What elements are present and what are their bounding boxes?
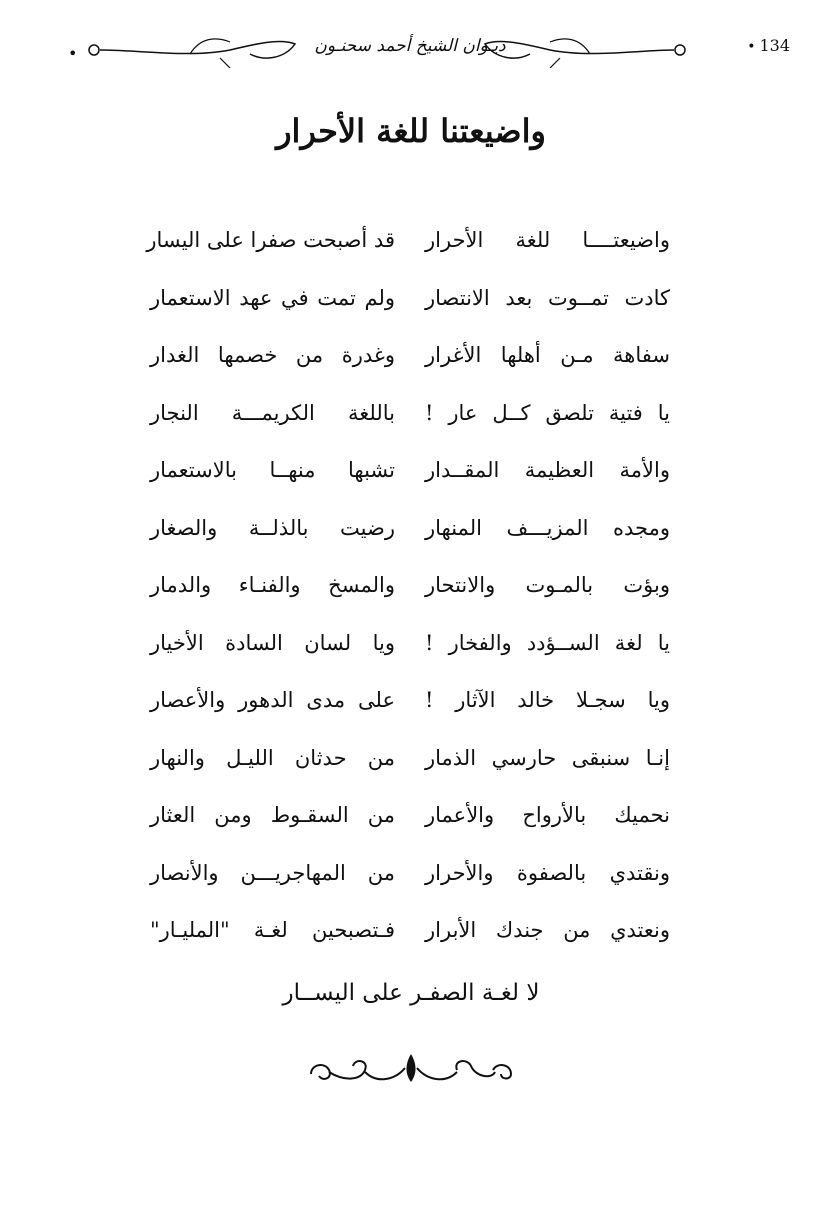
verse-second-hemistich: باللغة الكريمـــة النجار <box>150 400 395 425</box>
verse-second-hemistich: من السقـوط ومن العثار <box>150 803 395 827</box>
verse-first-hemistich: ونعتدي من جندك الأبرار <box>425 918 670 942</box>
poem-verses <box>146 218 670 966</box>
end-ornament-icon <box>305 1050 517 1092</box>
poem-title: واضيعتنا للغة الأحرار <box>276 112 546 150</box>
verse-row <box>150 678 670 736</box>
verse-row <box>150 448 670 506</box>
verse-second-hemistich: ويا لسان السادة الأخيار <box>150 630 395 655</box>
verse-first-hemistich: واضيعتــــا للغة الأحرار <box>425 228 670 252</box>
verse-second-hemistich: من المهاجريـــن والأنصار <box>150 860 395 885</box>
verse-second-hemistich: من حدثان الليـل والنهار <box>150 745 395 770</box>
verse-first-hemistich: يا فتية تلصق كــل عار ! <box>425 400 670 425</box>
closing-line: لا لغـة الصفـر على اليســار <box>282 980 540 1006</box>
verse-row <box>150 276 670 334</box>
verse-row <box>150 391 670 449</box>
verse-second-hemistich: على مدى الدهور والأعصار <box>150 688 395 712</box>
verse-first-hemistich: إنـا سنبقى حارسي الذمار <box>425 745 670 770</box>
page-header <box>60 22 790 70</box>
bullet-dot: • <box>68 44 78 63</box>
verse-first-hemistich: ومجده المزيـــف المنهار <box>425 515 670 540</box>
verse-second-hemistich: تشبها منهــا بالاستعمار <box>150 458 395 482</box>
verse-second-hemistich: وغدرة من خصمها الغدار <box>150 343 395 367</box>
verse-first-hemistich: والأمة العظيمة المقــدار <box>425 458 670 482</box>
book-title: ديـوان الشيخ أحمد سحنـون <box>314 36 506 56</box>
verse-row <box>150 333 670 391</box>
verse-row <box>146 218 670 276</box>
verse-first-hemistich: ونقتدي بالصفوة والأحرار <box>425 860 670 885</box>
verse-row <box>150 851 670 909</box>
verse-second-hemistich: فـتصبحين لغـة "المليـار" <box>150 918 395 942</box>
verse-row <box>150 908 670 966</box>
verse-row <box>150 506 670 564</box>
flourish-right-icon <box>480 28 700 68</box>
verse-first-hemistich: وبؤت بالمـوت والانتحار <box>425 573 670 597</box>
verse-first-hemistich: ويا سجـلا خالد الآثار ! <box>425 688 670 712</box>
verse-row <box>150 621 670 679</box>
verse-first-hemistich: نحميك بالأرواح والأعمار <box>425 803 670 827</box>
bullet-dot: • <box>747 39 756 55</box>
verse-first-hemistich: يا لغة الســؤدد والفخار ! <box>425 630 670 655</box>
verse-row <box>150 736 670 794</box>
verse-second-hemistich: رضيت بالذلــة والصغار <box>150 515 395 540</box>
page-number: • 134 <box>747 36 790 55</box>
verse-row <box>150 793 670 851</box>
verse-first-hemistich: كادت تمــوت بعد الانتصار <box>425 285 670 310</box>
verse-second-hemistich: والمسخ والفنـاء والدمار <box>150 573 395 597</box>
verse-second-hemistich: قد أصبحت صفرا على اليسار <box>146 228 395 252</box>
verse-first-hemistich: سفاهة مـن أهلها الأغرار <box>425 343 670 367</box>
verse-row <box>150 563 670 621</box>
flourish-left-icon <box>80 28 300 68</box>
verse-second-hemistich: ولم تمت في عهد الاستعمار <box>150 285 395 310</box>
